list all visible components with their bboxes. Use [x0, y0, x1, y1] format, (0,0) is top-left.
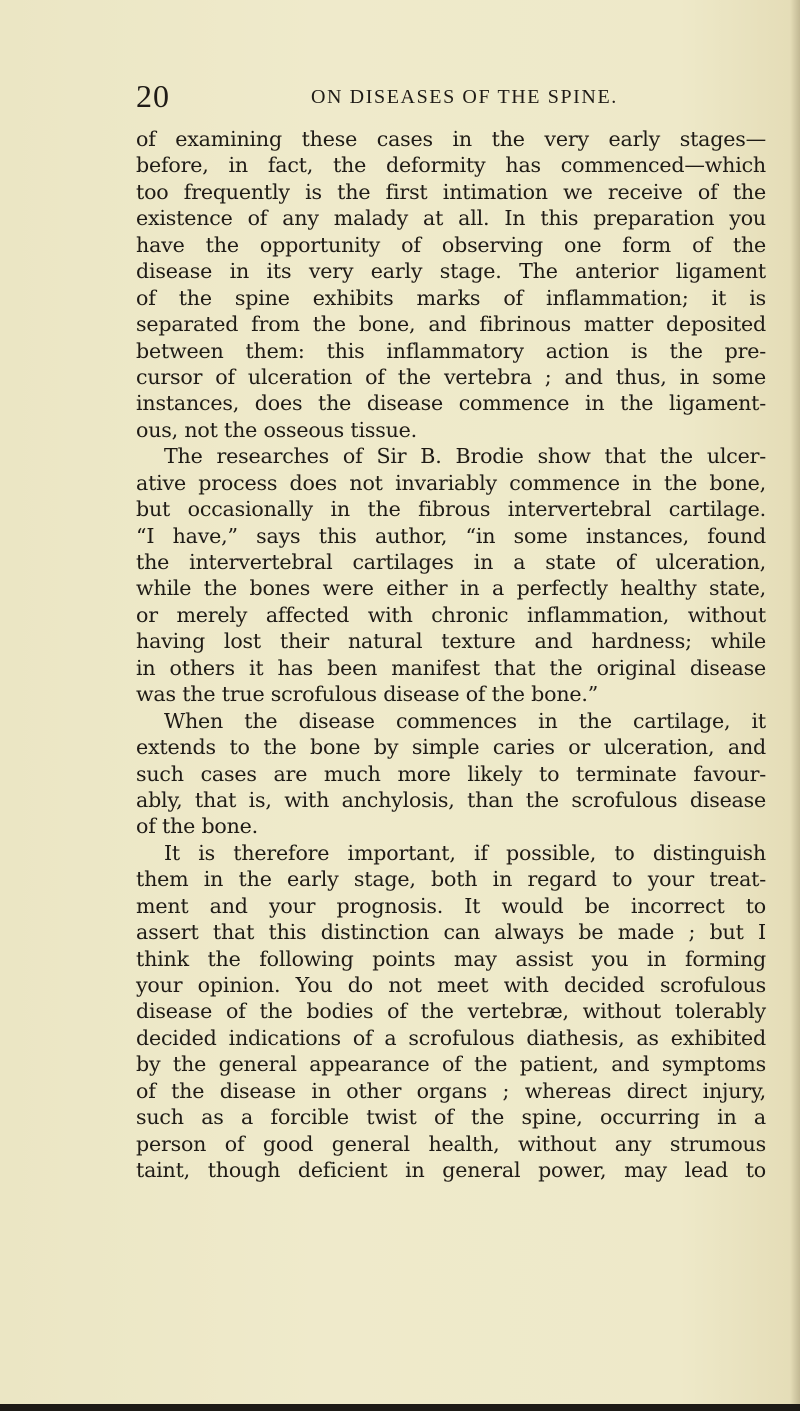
text-line: before, in fact, the deformity has commenced—which [136, 153, 766, 178]
text-line: disease of the bodies of the vertebræ, without tolerably [136, 999, 766, 1024]
text-line: assert that this distinction can always be made ; but I [136, 920, 766, 945]
text-line: your opinion. You do not meet with decided scrofulous [136, 973, 766, 997]
text-line: think the following points may assist you in forming [136, 946, 766, 971]
text-line: such cases are much more likely to terminate favour- [136, 761, 766, 786]
page-header [136, 76, 766, 116]
text-line: too frequently is the first intimation we receive of the [136, 179, 766, 204]
text-line: by the general appearance of the patient, and symptoms [136, 1052, 766, 1077]
text-line: or merely affected with chronic inflammation, without [136, 602, 766, 627]
text-line: of the spine exhibits marks of inflammation; it is [136, 285, 766, 310]
text-line: such as a forcible twist of the spine, occurring in a [136, 1105, 766, 1130]
text-line: of examining these cases in the very early stages— [136, 127, 766, 151]
running-head: ON DISEASES OF THE SPINE. [311, 86, 618, 108]
text-line: extends to the bone by simple caries or ulceration, and [136, 735, 766, 760]
text-line: ably, that is, with anchylosis, than the scrofulous disease [136, 787, 766, 812]
text-line: person of good general health, without any strumous [136, 1131, 766, 1156]
text-line: while the bones were either in a perfectly healthy state, [136, 576, 766, 601]
text-line: disease in its very early stage. The anterior ligament [136, 259, 766, 284]
text-line: existence of any malady at all. In this preparation you [136, 206, 766, 231]
text-line: taint, though deficient in general power, may lead to [136, 1158, 766, 1183]
text-line: cursor of ulceration of the vertebra ; and thus, in some [136, 364, 766, 389]
text-line: ment and your prognosis. It would be incorrect to [136, 893, 766, 918]
text-line: When the disease commences in the cartilage, it [164, 708, 766, 733]
bottom-border [0, 1404, 800, 1411]
text-line: ous, not the osseous tissue. [136, 417, 417, 442]
text-line: was the true scrofulous disease of the bone.” [136, 682, 599, 707]
text-line: of the bone. [136, 814, 259, 839]
text-line: instances, does the disease commence in the ligament- [136, 391, 766, 416]
text-line: “I have,” says this author, “in some instances, found [136, 523, 766, 548]
body-text [136, 126, 766, 1184]
text-line: It is therefore important, if possible, to distinguish [164, 840, 766, 865]
text-line: separated from the bone, and fibrinous matter deposited [136, 312, 766, 337]
text-line: them in the early stage, both in regard to your treat- [136, 867, 766, 892]
text-line: the intervertebral cartilages in a state of ulceration, [136, 550, 766, 574]
text-line: have the opportunity of observing one form of the [136, 232, 766, 257]
text-line: of the disease in other organs ; whereas direct injury, [136, 1078, 766, 1103]
text-line: having lost their natural texture and hardness; while [136, 629, 766, 654]
page-edge-shadow [790, 0, 800, 1411]
text-line: between them: this inflammatory action is the pre- [136, 338, 766, 363]
text-line: decided indications of a scrofulous diathesis, as exhibited [136, 1025, 766, 1050]
page-number: 20 [136, 78, 170, 114]
text-line: but occasionally in the fibrous intervertebral cartilage. [136, 497, 766, 522]
text-line: The researches of Sir B. Brodie show that the ulcer- [164, 444, 766, 469]
text-line: in others it has been manifest that the original disease [136, 655, 766, 680]
text-line: ative process does not invariably commence in the bone, [136, 470, 766, 495]
